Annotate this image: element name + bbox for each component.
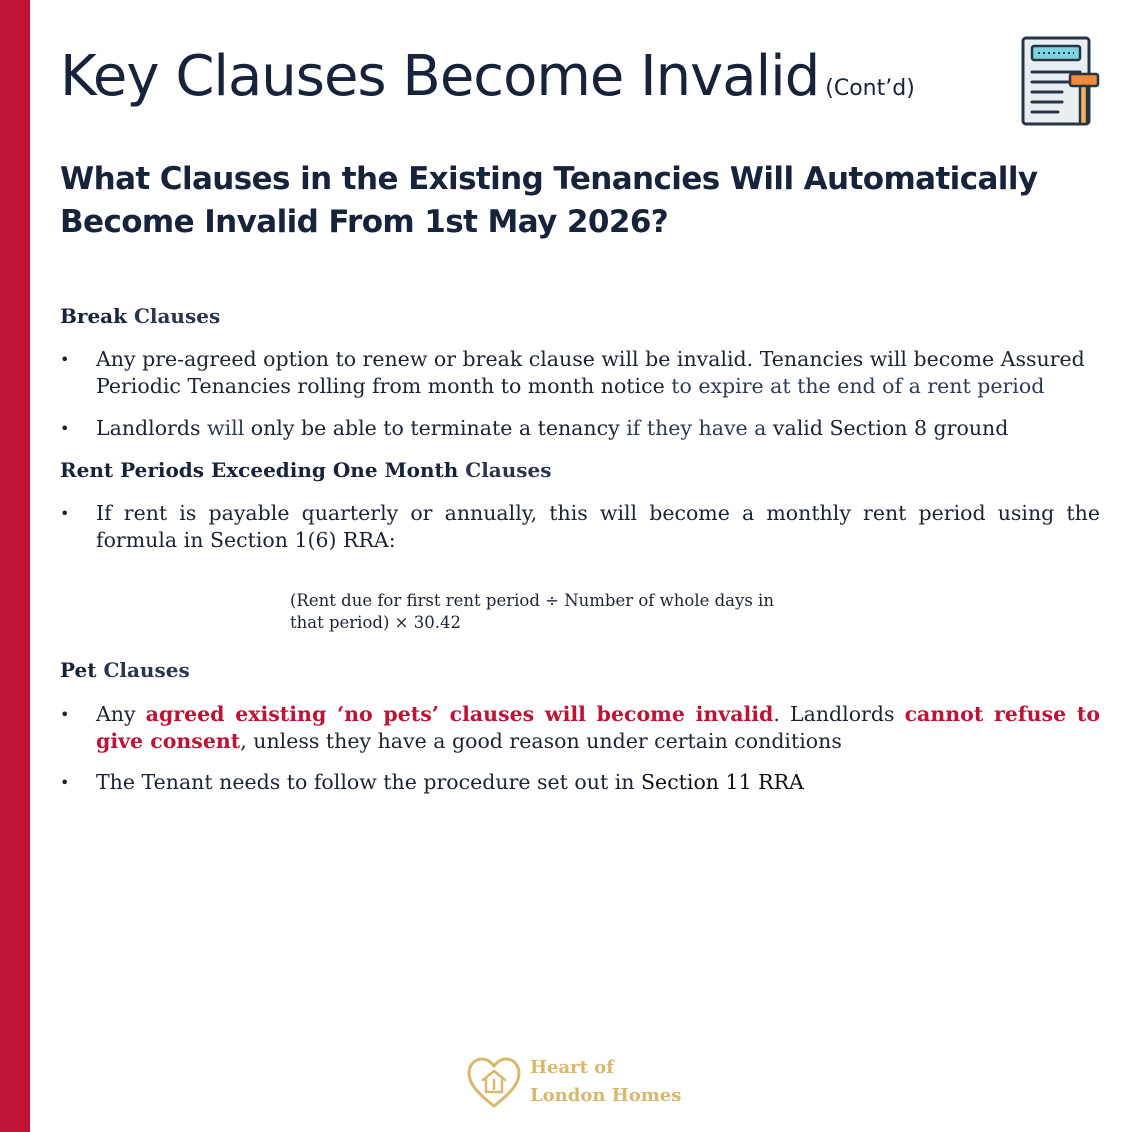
break-heading-b: Clauses — [133, 304, 221, 328]
break-clauses-heading — [60, 304, 220, 328]
pet-b1-a: Any — [96, 702, 146, 726]
page-subtitle: What Clauses in the Existing Tenancies Will Automatically Become Invalid From 1st May 2026? — [60, 161, 1038, 240]
logo-text — [530, 1054, 681, 1110]
pet-b1-highlight-1: agreed existing ‘no pets’ clauses will become invalid — [145, 702, 774, 726]
pet-bullet-2-text — [96, 769, 1100, 796]
rent-formula-line-1: (Rent due for first rent period ÷ Number of whole days in — [290, 591, 774, 610]
break-bullet-2 — [60, 415, 1100, 442]
pet-b1-c: . Landlords — [773, 702, 905, 726]
break-b2-c: only be able to terminate a tenancy — [244, 416, 627, 440]
pet-bullet-2 — [60, 769, 1100, 796]
break-b2-d: if they have a — [626, 416, 767, 440]
rent-periods-heading — [60, 458, 552, 482]
rent-heading-a: Rent Periods Exceeding One Month — [60, 458, 466, 482]
pet-heading-a: Pet — [60, 658, 104, 682]
heart-house-icon — [466, 1056, 522, 1110]
rent-formula — [290, 590, 790, 634]
page-title-suffix: (Cont’d) — [825, 76, 915, 101]
pet-clauses-heading — [60, 658, 190, 682]
company-logo — [466, 1054, 686, 1114]
break-b2-b: will — [207, 416, 245, 440]
rent-formula-line-2: that period) × 30.42 — [290, 613, 461, 632]
break-b2-a: Landlords — [96, 416, 208, 440]
break-b1-a: Any pre-agreed option to renew or break clause will be invalid. Tenancies will become Assured Periodic Tenancies rolling from month to month notice — [96, 347, 1085, 398]
break-heading-a: Break — [60, 304, 134, 328]
pet-heading-b: Clauses — [103, 658, 190, 682]
break-b2-e: valid Section 8 ground — [766, 416, 1009, 440]
break-bullet-2-text — [96, 415, 1100, 442]
break-bullet-1-text — [96, 346, 1100, 400]
bullet-dot-icon: • — [60, 705, 70, 724]
bullet-dot-icon: • — [60, 350, 70, 369]
contract-gavel-icon — [1018, 34, 1102, 130]
rent-bullet-1 — [60, 500, 1100, 554]
rent-heading-b: Clauses — [465, 458, 552, 482]
break-b1-b: to expire at the end of a rent period — [671, 374, 1045, 398]
page-title — [60, 44, 915, 109]
pet-b1-highlight-2: cannot refuse to give consent — [96, 702, 1100, 753]
break-bullet-1 — [60, 346, 1100, 400]
bullet-dot-icon: • — [60, 773, 70, 792]
bullet-dot-icon: • — [60, 419, 70, 438]
pet-b1-e: , unless they have a good reason under certain conditions — [240, 729, 842, 753]
page-title-text: Key Clauses Become Invalid — [60, 44, 820, 109]
accent-sidebar-bar — [0, 0, 30, 1132]
logo-line-1: Heart of — [530, 1057, 614, 1078]
pet-b2-b: Section 11 RRA — [641, 770, 804, 794]
pet-bullet-1-text — [96, 701, 1100, 755]
pet-b2-a: The Tenant needs to follow the procedure set out in — [96, 770, 642, 794]
rent-bullet-1-text: If rent is payable quarterly or annually, this will become a monthly rent period using the formula in Section 1(6) RRA: — [96, 501, 1100, 552]
pet-bullet-1 — [60, 701, 1100, 755]
logo-line-2: London Homes — [530, 1085, 682, 1106]
bullet-dot-icon: • — [60, 504, 70, 523]
